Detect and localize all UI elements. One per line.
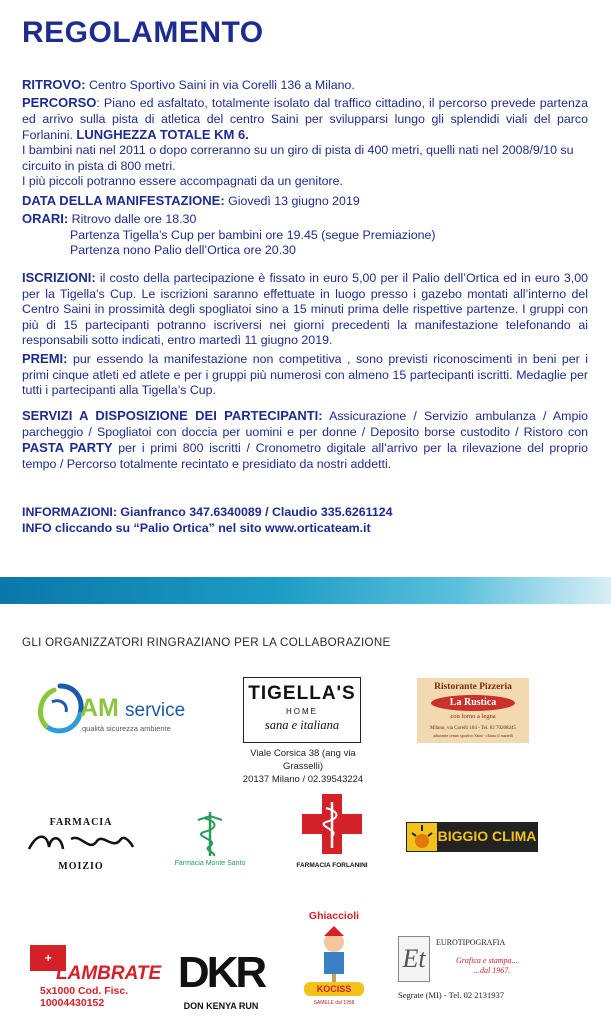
am-tag-1: qualità (82, 724, 105, 733)
iscrizioni-text: il costo della partecipazione è fissato in euro 5,00 per il Palio dell’Ortica ed in euro 3,00 per la Tigella’s Cup. Le iscrizioni saranno effettuate in luogo presso i gazebo montati all’interno del Centro Saini in prossimità degli spogliatoi sino a 15 minuti prima delle rispettive partenze. I gruppi con più di 15 partecipanti potranno iscriversi nei giorni precedenti la manifestazione telefonando ai responsabili sotto indicati, entro martedì 11 giugno 2019. (22, 271, 588, 347)
ritrovo-label: RITROVO: (22, 77, 86, 92)
tigellas-address (232, 747, 374, 786)
moizio-script-icon (25, 829, 137, 859)
forlanini-name: FARMACIA FORLANINI (296, 862, 368, 869)
tigellas-address-1: Viale Corsica 38 (ang via Grasselli) (250, 748, 356, 772)
informazioni-line2: INFO cliccando su “Palio Ortica” nel sito www.orticateam.it (22, 520, 371, 535)
page-title: REGOLAMENTO (22, 16, 264, 49)
ritrovo-paragraph (22, 77, 588, 94)
tigellas-sub: HOME (286, 707, 318, 716)
iscrizioni-label: ISCRIZIONI: (22, 270, 96, 285)
percorso-text: : Piano ed asfaltato, totalmente isolato dal traffico cittadino, il percorso prevede partenza ed arrivo sulla pista di atletica del centro Saini per svilupparsi lungo gli splendidi viali del parco Forlanini. (22, 96, 588, 142)
euro-name: EUROTIPOGRAFIA (436, 938, 506, 947)
iscrizioni-paragraph (22, 270, 588, 349)
am-name-2: service (125, 700, 186, 721)
informazioni-block (22, 505, 393, 536)
servizi-paragraph (22, 408, 588, 472)
premi-paragraph (22, 351, 588, 399)
kociss-logo (298, 908, 370, 1014)
moizio-top: FARMACIA (49, 817, 113, 828)
euro-tag2: ...dal 1967. (474, 966, 511, 975)
euro-tag1: Grafica e stampa... (456, 956, 518, 965)
pasta-party-text: PASTA PARTY (22, 440, 113, 455)
tigellas-name: TIGELLA'S (248, 683, 356, 704)
lambrate-number: 10004430152 (40, 997, 105, 1009)
ice-pop-character-icon (306, 926, 362, 982)
caduceus-icon (190, 810, 230, 858)
lambrate-logo (30, 945, 162, 1009)
kociss-since: SAMELE dal 1958 (313, 1000, 355, 1006)
kociss-name: KOCISS (304, 982, 364, 996)
am-tag-3: ambiente (139, 724, 171, 733)
farmacia-forlanini-logo (290, 792, 374, 874)
dkr-sub: DON KENYA RUN (183, 1001, 259, 1011)
ritrovo-text: Centro Sportivo Saini in via Corelli 136 a Milano. (89, 78, 355, 92)
am-service-logo (30, 680, 200, 740)
tigellas-logo (243, 677, 361, 743)
percorso-label: PERCORSO (22, 95, 97, 110)
data-label: DATA DELLA MANIFESTAZIONE: (22, 193, 225, 208)
data-paragraph (22, 193, 588, 210)
la-rustica-logo (417, 678, 529, 743)
euro-address: Segrate (MI) - Tel. 02 2131937 (398, 990, 504, 1000)
farmacia-monte-santo-logo (168, 810, 252, 872)
tigellas-tag: sana e italiana (264, 718, 340, 732)
orari-paragraph (22, 211, 588, 259)
dkr-name: DKR (177, 948, 265, 997)
bambini-paragraph (22, 143, 588, 174)
rustica-name: La Rustica (431, 695, 515, 711)
servizi-text2: per i primi 800 iscritti / Cronometro digitale all’arrivo per la rilevazione del proprio tempo / Percorso totalmente recintato e presidiato da nostri addetti. (22, 441, 588, 471)
rustica-line2: con forno a legna (450, 713, 496, 720)
monte-santo-name: Farmacia Monte Santo (174, 860, 246, 867)
lambrate-code: 5x1000 Cod. Fisc. (40, 985, 129, 997)
premi-text: pur essendo la manifestazione non competitiva , sono previsti riconoscimenti in beni per i primi cinque atleti ed atlete e per i gruppi più numerosi con almeno 15 partecipanti iscritti. Medaglie per tutti i partecipanti alla Tigella’s Cup. (22, 352, 588, 397)
lambrate-name: LAMBRATE (56, 963, 162, 984)
decorative-band (0, 577, 611, 604)
thanks-heading: GLI ORGANIZZATORI RINGRAZIANO PER LA COLLABORAZIONE (22, 636, 391, 649)
orari-line1: Ritrovo dalle ore 18.30 (71, 212, 197, 226)
dkr-logo (176, 948, 266, 1014)
bambini-text: I bambini nati nel 2011 o dopo correranno su un giro di pista di 400 metri, quelli nati nel 2008/9/10 su circuito in pista di 800 metri. (22, 143, 574, 173)
eurotipografia-logo (398, 936, 518, 1010)
premi-label: PREMI: (22, 351, 68, 366)
lambrate-badge-icon: + (30, 945, 66, 971)
kociss-top: Ghiaccioli (308, 910, 360, 922)
am-name-1: AM (80, 694, 119, 722)
data-text: Giovedì 13 giugno 2019 (228, 194, 360, 208)
piccoli-paragraph (22, 174, 588, 190)
informazioni-line1: INFORMAZIONI: Gianfranco 347.6340089 / Claudio 335.6261124 (22, 505, 393, 519)
et-monogram-icon: Et (398, 936, 430, 982)
percorso-paragraph (22, 95, 588, 144)
am-tag-2: sicurezza (106, 724, 138, 733)
moizio-bottom: MOIZIO (58, 861, 104, 872)
orari-label: ORARI: (22, 211, 69, 226)
red-cross-icon (300, 792, 364, 856)
orari-line2: Partenza Tigella’s Cup per bambini ore 19.45 (segue Premiazione) (70, 227, 436, 242)
biggio-name: BIGGIO CLIMA (437, 828, 537, 844)
piccoli-text: I più piccoli potranno essere accompagnati da un genitore. (22, 174, 343, 188)
biggio-clima-logo (406, 822, 538, 852)
farmacia-moizio-logo (25, 815, 137, 875)
tigellas-address-2: 20137 Milano / 02.39543224 (242, 774, 364, 785)
lunghezza-text: LUNGHEZZA TOTALE KM 6. (76, 127, 249, 142)
rustica-small: adiacente centro sportivo Saini - chiuso il martedì (433, 733, 513, 738)
rustica-address: Milano, via Corelli 104 - Tel. 02 70208245 (429, 726, 517, 731)
orari-line3: Partenza nono Palio dell’Ortica ore 20.30 (70, 243, 296, 257)
servizi-text1: Assicurazione / Servizio ambulanza / Ampio parcheggio / Spogliatoi con doccia per uomini e per donne / Deposito borse custodito / Ristoro con (22, 409, 588, 439)
sun-icon (409, 823, 435, 851)
am-tagline (82, 724, 171, 733)
servizi-label: SERVIZI A DISPOSIZIONE DEI PARTECIPANTI: (22, 408, 323, 423)
rustica-line1: Ristorante Pizzeria (434, 682, 512, 692)
